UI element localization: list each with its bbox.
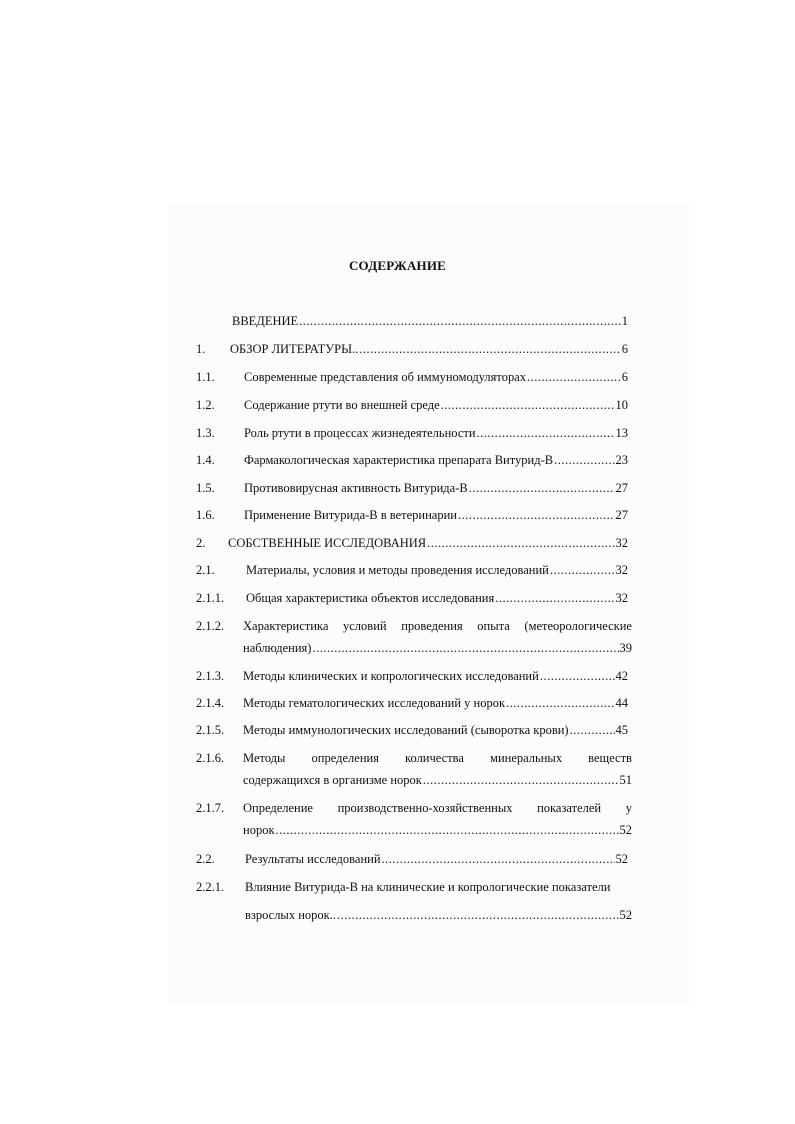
dot-leader [527,369,621,385]
toc-word: у [625,801,632,815]
toc-title: Общая характеристика объектов исследования [246,591,495,605]
toc-line [244,452,628,468]
dot-leader [570,722,615,738]
toc-line [243,695,628,711]
dot-leader [550,562,615,578]
toc-number: 2.1.3. [196,669,225,683]
toc-word: условий [343,619,387,633]
dot-leader [554,452,614,468]
toc-line [228,535,628,551]
toc-title: СОБСТВЕННЫЕ ИССЛЕДОВАНИЯ [228,536,427,550]
toc-line [244,397,628,413]
toc-number: 1.3. [196,426,215,440]
toc-title: содержащихся в организме норок [243,773,422,787]
toc-word: веществ [588,751,632,765]
toc-page: 32 [615,563,628,577]
toc-number: 2.2. [196,852,215,866]
dot-leader [427,535,614,551]
toc-page: 1 [621,314,628,328]
toc-title: Роль ртути в процессах жизнедеятельности [244,426,476,440]
toc-title: ОБЗОР ЛИТЕРАТУРЫ.. [230,342,359,356]
toc-number: 1.4. [196,453,215,467]
toc-line [245,907,636,923]
toc-title: взрослых норок.. [245,908,336,922]
toc-number: 2.1. [196,563,215,577]
dot-leader [495,590,614,606]
toc-page: 27 [615,508,628,522]
toc-word: определения [311,751,379,765]
toc-entry-2-1-7 [196,800,632,840]
toc-title: Противовирусная активность Витурида-В [244,481,468,495]
toc-number: 2.1.1. [196,591,225,605]
toc-number: 2. [196,536,206,550]
toc-word: количества [405,751,464,765]
toc-title: Материалы, условия и методы проведения исследований [246,563,549,577]
dot-leader [382,851,615,867]
toc-word: Характеристика [243,619,329,633]
toc-line: Влияние Витурида-В на клинические и копрологические показатели [245,880,611,894]
toc-line [246,562,628,578]
dot-leader [359,341,621,357]
toc-number: 1.2. [196,398,215,412]
toc-page: 13 [615,426,628,440]
toc-number: 2.1.7. [196,801,225,815]
toc-word: Методы [243,751,286,765]
toc-number: 1.5. [196,481,215,495]
toc-line [243,722,628,738]
toc-line [245,851,628,867]
toc-number: 2.1.6. [196,751,225,765]
dot-leader [299,313,621,329]
toc-line [230,341,628,357]
toc-page: 27 [615,481,628,495]
toc-page: 44 [615,696,628,710]
toc-page: 32 [615,591,628,605]
dot-leader [337,907,619,923]
toc-word: опыта [477,619,510,633]
toc-title: Методы иммунологических исследований (сыворотка крови) [243,723,569,737]
toc-line [243,750,632,766]
dot-leader [458,507,615,523]
toc-number: 1.6. [196,508,215,522]
toc-title: Методы клинических и копрологических исследований [243,669,539,683]
dot-leader [276,822,619,838]
dot-leader [423,772,619,788]
toc-line [243,800,632,816]
toc-word: (метеорологические [524,619,632,633]
toc-word: показателей [537,801,602,815]
toc-title: Содержание ртути во внешней среде [244,398,440,412]
toc-line [243,772,636,788]
toc-page: 51 [619,773,632,787]
toc-entry-intro [232,313,628,329]
toc-page: 52 [615,852,628,866]
toc-title: Фармакологическая характеристика препарата Витурид-В [244,453,554,467]
toc-word: Определение [243,801,313,815]
toc-page: 52 [619,908,632,922]
toc-page: 23 [615,453,628,467]
toc-page: 6 [621,342,628,356]
dot-leader [441,397,615,413]
toc-line [244,507,628,523]
toc-number: 1. [196,342,206,356]
toc-word: минеральных [490,751,563,765]
toc-line [243,822,636,838]
toc-line [243,640,636,656]
toc-line [244,425,628,441]
toc-line [243,668,628,684]
toc-line [232,313,628,329]
toc-title: Методы гематологических исследований у норок [243,696,506,710]
toc-title: Применение Витурида-В в ветеринарии [244,508,457,522]
toc-title: норок [243,823,275,837]
toc-number: 2.1.5. [196,723,225,737]
dot-leader [540,668,615,684]
toc-page: 6 [621,370,628,384]
dot-leader [469,480,615,496]
toc-title: ВВЕДЕНИЕ [232,314,299,328]
toc-line [243,618,632,634]
toc-page: 10 [615,398,628,412]
toc-number: 2.2.1. [196,880,225,894]
toc-title: Современные представления об иммуномодуляторах [244,370,527,384]
toc-page: 52 [619,823,632,837]
toc-number: 1.1. [196,370,215,384]
toc-line [246,590,628,606]
toc-page: 45 [615,723,628,737]
page-title: СОДЕРЖАНИЕ [348,258,447,273]
toc-page: 42 [615,669,628,683]
toc-entry-2-1-6 [196,750,632,790]
toc-line [244,369,628,385]
toc-word: проведения [401,619,463,633]
dot-leader [477,425,615,441]
toc-number: 2.1.4. [196,696,225,710]
dot-leader [506,695,614,711]
toc-title: Результаты исследований [245,852,381,866]
dot-leader [312,640,618,656]
toc-title: наблюдения) [243,641,312,655]
toc-entry-2-2-1 [196,879,632,923]
toc-number: 2.1.2. [196,619,225,633]
toc-page: 39 [619,641,632,655]
toc-word: производственно-хозяйственных [337,801,513,815]
toc-entry-2-1-2 [196,618,632,658]
toc-page: 32 [615,536,628,550]
toc-line [244,480,628,496]
